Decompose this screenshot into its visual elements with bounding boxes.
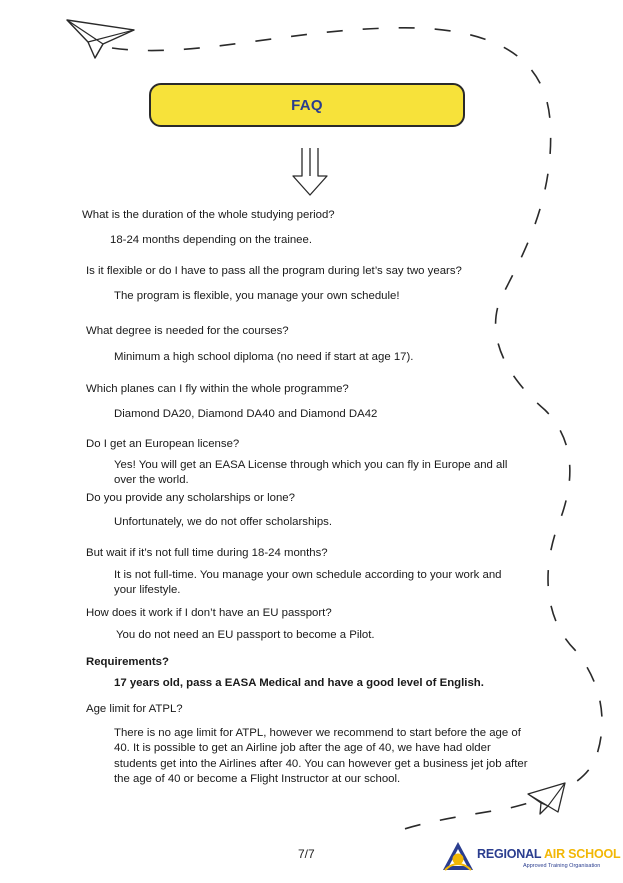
faq-question: What degree is needed for the courses? bbox=[86, 325, 289, 337]
faq-question: What is the duration of the whole studying period? bbox=[82, 209, 335, 221]
faq-question: Requirements? bbox=[86, 656, 169, 668]
faq-question: Which planes can I fly within the whole programme? bbox=[86, 383, 349, 395]
logo-tagline: Approved Training Organisation bbox=[523, 863, 601, 869]
faq-answer: It is not full-time. You manage your own schedule according to your work and your lifestyle. bbox=[114, 568, 502, 596]
faq-answer: 17 years old, pass a EASA Medical and have a good level of English. bbox=[114, 676, 484, 689]
school-logo bbox=[441, 839, 621, 875]
paper-plane-icon bbox=[67, 20, 134, 58]
faq-title-banner bbox=[149, 83, 465, 127]
faq-answer: The program is flexible, you manage your own schedule! bbox=[114, 289, 400, 302]
faq-question: Do I get an European license? bbox=[86, 438, 240, 450]
faq-question: But wait if it’s not full time during 18-24 months? bbox=[86, 547, 328, 559]
faq-title: FAQ bbox=[291, 96, 323, 114]
faq-item bbox=[86, 546, 526, 599]
faq-answer: You do not need an EU passport to become a Pilot. bbox=[116, 628, 375, 641]
faq-item bbox=[82, 208, 335, 248]
faq-answer: Minimum a high school diploma (no need if start at age 17). bbox=[114, 350, 414, 363]
logo-word-regional: REGIONAL bbox=[477, 847, 542, 861]
logo-mark-icon bbox=[441, 840, 475, 874]
faq-answer: Unfortunately, we do not offer scholarships. bbox=[114, 515, 333, 528]
page-number: 7/7 bbox=[298, 847, 315, 861]
faq-question: Is it flexible or do I have to pass all the program during let’s say two years? bbox=[86, 265, 462, 277]
faq-answer: Diamond DA20, Diamond DA40 and Diamond DA42 bbox=[114, 407, 378, 420]
faq-item bbox=[86, 491, 332, 530]
down-arrow-icon bbox=[290, 146, 330, 198]
faq-item bbox=[86, 382, 377, 422]
faq-item bbox=[86, 264, 462, 304]
faq-item bbox=[86, 655, 484, 691]
faq-question: Do you provide any scholarships or lone? bbox=[86, 492, 295, 504]
faq-item bbox=[86, 606, 375, 643]
logo-word-air-school: AIR SCHOOL bbox=[543, 847, 621, 861]
faq-answer: Yes! You will get an EASA License through which you can fly in Europe and all over the world. bbox=[114, 458, 508, 486]
logo-wordmark bbox=[477, 847, 620, 861]
faq-item bbox=[86, 437, 526, 489]
faq-item bbox=[86, 702, 534, 788]
faq-item bbox=[86, 324, 413, 365]
faq-answer: There is no age limit for ATPL, however we recommend to start before the age of 40. It is possible to get an Airline job after the age of 40, we have had older students get into the Airlines after 40. You can however get a business jet job after the age of 40 or become a Flight Instructor at our school. bbox=[114, 726, 528, 785]
faq-answer: 18-24 months depending on the trainee. bbox=[110, 233, 313, 246]
paper-plane-icon bbox=[528, 783, 565, 814]
faq-question: How does it work if I don’t have an EU passport? bbox=[86, 607, 332, 619]
faq-question: Age limit for ATPL? bbox=[86, 703, 183, 715]
